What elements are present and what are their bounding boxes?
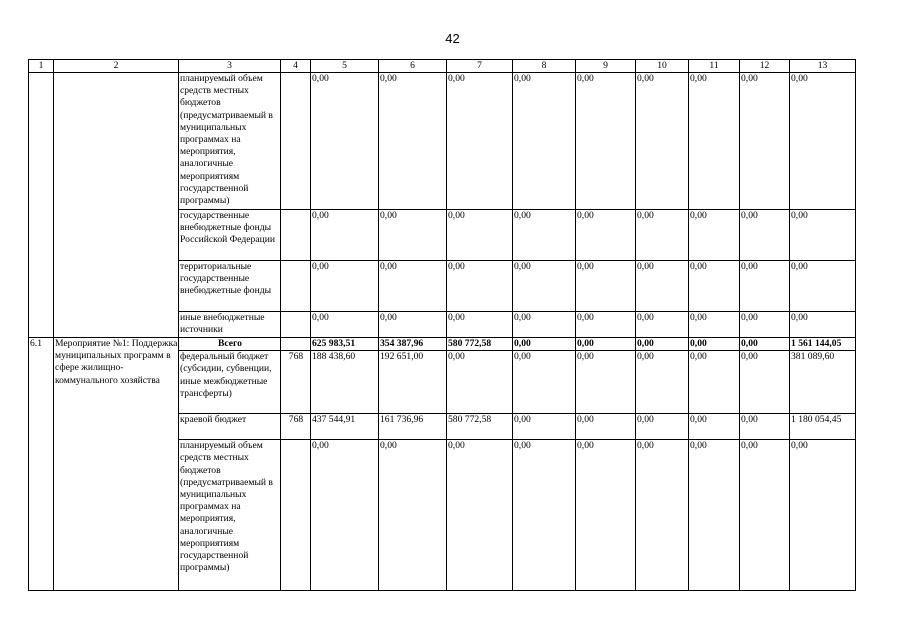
value-cell: 0,00: [513, 261, 576, 312]
value-cell: 0,00: [513, 312, 576, 338]
code-cell: [281, 73, 311, 210]
value-cell: 0,00: [740, 73, 790, 210]
value-cell: 354 387,96: [379, 338, 447, 351]
value-cell: 0,00: [740, 440, 790, 591]
value-cell: 0,00: [379, 210, 447, 261]
value-cell: 1 180 054,45: [790, 414, 856, 440]
value-cell: 0,00: [689, 440, 740, 591]
event-name-cell: [54, 73, 179, 338]
value-cell: 0,00: [311, 261, 379, 312]
value-cell: 580 772,58: [447, 414, 513, 440]
column-header: 7: [447, 60, 513, 73]
page-number: 42: [445, 31, 460, 46]
value-cell: 0,00: [513, 338, 576, 351]
value-cell: 0,00: [513, 440, 576, 591]
column-header: 5: [311, 60, 379, 73]
value-cell: 0,00: [379, 440, 447, 591]
funding-source: планируемый объем средств местных бюджетов (предусматриваемый в муниципальных программах на мероприятия, аналогичные мероприятиям государственной программы): [179, 73, 281, 210]
value-cell: 0,00: [576, 351, 636, 414]
value-cell: 0,00: [447, 261, 513, 312]
value-cell: 0,00: [740, 338, 790, 351]
value-cell: 0,00: [689, 210, 740, 261]
value-cell: 0,00: [689, 73, 740, 210]
value-cell: 580 772,58: [447, 338, 513, 351]
value-cell: 0,00: [576, 338, 636, 351]
column-header: 8: [513, 60, 576, 73]
value-cell: 0,00: [740, 261, 790, 312]
column-header: 4: [281, 60, 311, 73]
value-cell: 0,00: [636, 312, 689, 338]
value-cell: 0,00: [740, 414, 790, 440]
row-number-cell: 6.1: [29, 338, 54, 591]
value-cell: 0,00: [513, 414, 576, 440]
value-cell: 0,00: [636, 338, 689, 351]
value-cell: 0,00: [636, 73, 689, 210]
funding-source: Всего: [179, 338, 281, 351]
table-row: [29, 338, 856, 351]
code-cell: [281, 440, 311, 591]
value-cell: 0,00: [379, 312, 447, 338]
code-cell: 768: [281, 351, 311, 414]
column-header: 10: [636, 60, 689, 73]
value-cell: 0,00: [311, 312, 379, 338]
value-cell: 0,00: [447, 312, 513, 338]
column-header: 3: [179, 60, 281, 73]
value-cell: 0,00: [636, 210, 689, 261]
value-cell: 0,00: [576, 440, 636, 591]
value-cell: 0,00: [790, 440, 856, 591]
funding-source: краевой бюджет: [179, 414, 281, 440]
value-cell: 0,00: [311, 440, 379, 591]
value-cell: 0,00: [379, 261, 447, 312]
value-cell: 0,00: [790, 261, 856, 312]
column-header: 12: [740, 60, 790, 73]
row-number-cell: [29, 73, 54, 338]
value-cell: 0,00: [576, 261, 636, 312]
value-cell: 0,00: [311, 210, 379, 261]
value-cell: 0,00: [790, 210, 856, 261]
value-cell: 0,00: [790, 312, 856, 338]
code-cell: [281, 210, 311, 261]
funding-source: иные внебюджетные источники: [179, 312, 281, 338]
code-cell: [281, 338, 311, 351]
value-cell: 0,00: [636, 440, 689, 591]
value-cell: 0,00: [513, 73, 576, 210]
value-cell: 0,00: [576, 414, 636, 440]
funding-source: планируемый объем средств местных бюджетов (предусматриваемый в муниципальных программах на мероприятия, аналогичные мероприятиям государственной программы): [179, 440, 281, 591]
code-cell: 768: [281, 414, 311, 440]
value-cell: 188 438,60: [311, 351, 379, 414]
value-cell: 0,00: [379, 73, 447, 210]
column-header: 2: [54, 60, 179, 73]
value-cell: 0,00: [513, 351, 576, 414]
column-header: 13: [790, 60, 856, 73]
value-cell: 0,00: [689, 312, 740, 338]
event-name-cell: Мероприятие №1: Поддержка муниципальных программ в сфере жилищно-коммунального хозяйства: [54, 338, 179, 591]
table-row: [29, 73, 856, 210]
value-cell: 625 983,51: [311, 338, 379, 351]
value-cell: 0,00: [740, 351, 790, 414]
funding-source: федеральный бюджет (субсидии, субвенции, иные межбюджетные трансферты): [179, 351, 281, 414]
column-header: 9: [576, 60, 636, 73]
value-cell: 0,00: [689, 338, 740, 351]
value-cell: 0,00: [311, 73, 379, 210]
value-cell: 0,00: [689, 414, 740, 440]
value-cell: 0,00: [689, 261, 740, 312]
value-cell: 192 651,00: [379, 351, 447, 414]
funding-source: государственные внебюджетные фонды Российской Федерации: [179, 210, 281, 261]
value-cell: 0,00: [576, 210, 636, 261]
value-cell: 437 544,91: [311, 414, 379, 440]
value-cell: 0,00: [576, 312, 636, 338]
value-cell: 0,00: [790, 73, 856, 210]
value-cell: 0,00: [513, 210, 576, 261]
value-cell: 161 736,96: [379, 414, 447, 440]
funding-source: территориальные государственные внебюджетные фонды: [179, 261, 281, 312]
column-header: 1: [29, 60, 54, 73]
value-cell: 0,00: [447, 73, 513, 210]
value-cell: 0,00: [740, 210, 790, 261]
value-cell: 0,00: [689, 351, 740, 414]
column-header: 11: [689, 60, 740, 73]
value-cell: 1 561 144,05: [790, 338, 856, 351]
value-cell: 0,00: [447, 440, 513, 591]
value-cell: 0,00: [636, 414, 689, 440]
value-cell: 0,00: [740, 312, 790, 338]
budget-table: [28, 59, 856, 591]
value-cell: 0,00: [447, 351, 513, 414]
value-cell: 0,00: [447, 210, 513, 261]
value-cell: 381 089,60: [790, 351, 856, 414]
code-cell: [281, 261, 311, 312]
value-cell: 0,00: [636, 351, 689, 414]
value-cell: 0,00: [636, 261, 689, 312]
column-header: 6: [379, 60, 447, 73]
code-cell: [281, 312, 311, 338]
value-cell: 0,00: [576, 73, 636, 210]
header-row: [29, 60, 856, 73]
